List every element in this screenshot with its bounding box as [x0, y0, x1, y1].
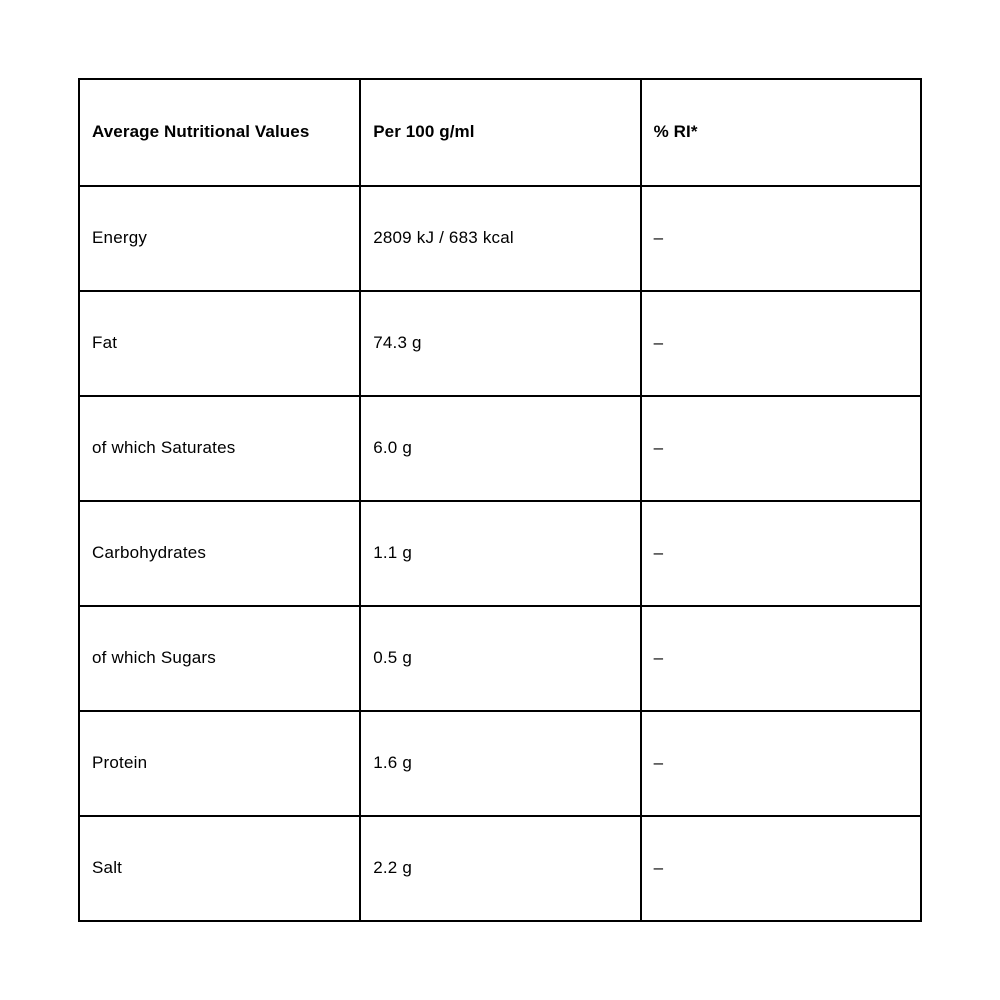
nutrient-value: 1.6 g	[360, 711, 640, 816]
table-row-carbohydrates	[79, 501, 921, 606]
header-row	[79, 79, 921, 186]
nutrient-label: of which Sugars	[79, 606, 360, 711]
header-ri-column: % RI*	[641, 79, 921, 186]
table-row-saturates	[79, 396, 921, 501]
table-row-sugars	[79, 606, 921, 711]
table-row-salt	[79, 816, 921, 921]
nutrient-value: 1.1 g	[360, 501, 640, 606]
nutrition-table	[78, 78, 922, 922]
nutrient-label: Carbohydrates	[79, 501, 360, 606]
nutrient-ri: –	[641, 816, 921, 921]
header-nutrient-column: Average Nutritional Values	[79, 79, 360, 186]
nutrient-label: of which Saturates	[79, 396, 360, 501]
nutrient-label: Fat	[79, 291, 360, 396]
nutrient-ri: –	[641, 291, 921, 396]
nutrient-ri: –	[641, 711, 921, 816]
nutrient-value: 74.3 g	[360, 291, 640, 396]
nutrient-value: 2809 kJ / 683 kcal	[360, 186, 640, 291]
nutrient-label: Energy	[79, 186, 360, 291]
nutrient-value: 2.2 g	[360, 816, 640, 921]
nutrient-ri: –	[641, 186, 921, 291]
nutrient-label: Protein	[79, 711, 360, 816]
nutrient-ri: –	[641, 396, 921, 501]
table-row-protein	[79, 711, 921, 816]
nutrient-value: 0.5 g	[360, 606, 640, 711]
header-per-100-column: Per 100 g/ml	[360, 79, 640, 186]
nutrient-ri: –	[641, 606, 921, 711]
table-row-energy	[79, 186, 921, 291]
nutrient-label: Salt	[79, 816, 360, 921]
nutrient-value: 6.0 g	[360, 396, 640, 501]
table-row-fat	[79, 291, 921, 396]
nutrient-ri: –	[641, 501, 921, 606]
